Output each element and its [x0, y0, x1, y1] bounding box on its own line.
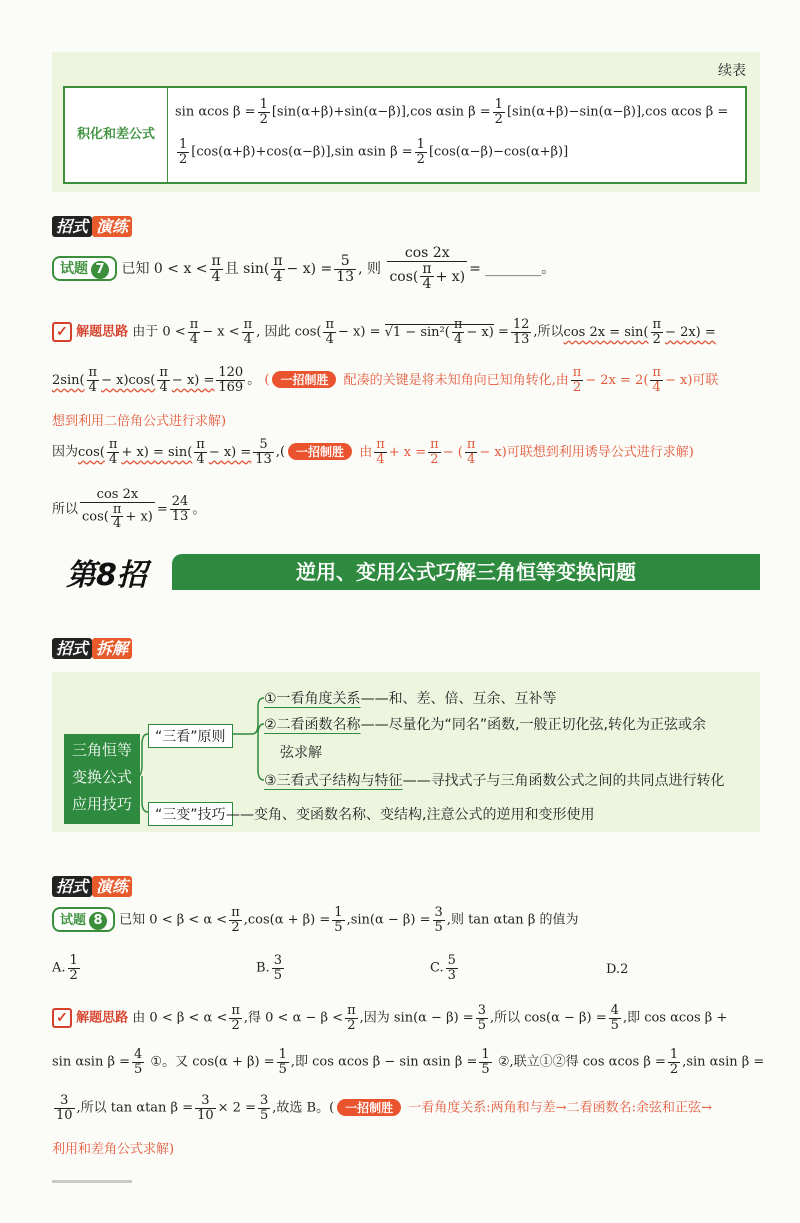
- tip-badge: 一招制胜: [288, 443, 352, 460]
- solution-1-line-2: 2sin( $\frac{\pi}{4}$ − x)cos( $\frac{\pi}{4}$ − x) = $\frac{120}{169}$ 。 ( 一招制胜 配凑的关键是将未知角向已知角转化,由 $\frac{\pi}{2}$ − 2x = 2( $\frac{\pi}{4}$ − x)可联: [52, 365, 719, 395]
- solution-2-line-1: ✓ 解题思路 由 0 < β < α < $\frac{\pi}{2}$ ,得 0 < α − β < $\frac{\pi}{2}$ ,因为 sin(α − β) = $\frac{3}{5}$ ,所以 cos(α − β) = $\frac{4}{5}$ ,即 cos αcos β +: [52, 1004, 727, 1032]
- option-c[interactable]: C. $\frac{5}{3}$: [430, 953, 456, 983]
- tip-badge: 一招制胜: [337, 1099, 401, 1116]
- solution-2-label: 解题思路: [76, 1010, 129, 1026]
- tip-badge: 一招制胜: [272, 371, 336, 388]
- solution-1-label: 解题思路: [76, 324, 129, 340]
- mindmap-branch-2: “三变”技巧: [148, 802, 233, 826]
- formula-table: [63, 86, 747, 184]
- practice-header-2: 招式 演练: [52, 874, 132, 897]
- bottom-decoration: [52, 1180, 132, 1183]
- section-8-title: 逆用、变用公式巧解三角恒等变换问题: [296, 560, 636, 584]
- solution-2-line-3: $\frac{3}{10}$ ,所以 tan αtan β = $\frac{3}{10}$ × 2 = $\frac{3}{5}$ ,故选 B。( 一招制胜 一看角度关系:两角和与差→二看函数名:余弦和正弦→: [56, 1093, 712, 1123]
- check-icon: ✓: [52, 322, 72, 342]
- section-8-badge: 第8招: [66, 558, 147, 593]
- mindmap-item-1: ①一看角度关系——和、差、倍、互余、互补等: [264, 691, 557, 707]
- mindmap-panel: [52, 672, 760, 832]
- mindmap-branch-1: “三看”原则: [148, 724, 233, 748]
- solution-1-line-1: ✓ 解题思路 由于 0 < $\frac{\pi}{4}$ − x < $\frac{\pi}{4}$ , 因此 cos( $\frac{\pi}{4}$ − x) = √1 − sin²( $\frac{\pi}{4}$ − x) = $\frac{12}{13}$ ,所以cos 2x = sin( $\frac{\pi}{2}$ − 2x) =: [52, 318, 716, 346]
- top-right-label: 续表: [718, 63, 746, 79]
- table-line-2: $\frac{1}{2}$ [cos(α+β)+cos(α−β)],sin αsin β = $\frac{1}{2}$ [cos(α−β)−cos(α+β)]: [179, 137, 569, 167]
- section-8-title-bar: [172, 554, 760, 590]
- mindmap-branch-2-text: ——变角、变函数名称、变结构,注意公式的逆用和变形使用: [226, 807, 595, 823]
- mindmap-item-2: ②二看函数名称——尽量化为“同名”函数,一般正切化弦,转化为正弦或余: [264, 717, 706, 733]
- option-b[interactable]: B. $\frac{3}{5}$: [256, 953, 282, 983]
- question-7: 试题 7 已知 0 < x < $\frac{\pi}{4}$ 且 sin( $\frac{\pi}{4}$ − x) = $\frac{5}{13}$ , 则 cos 2x cos( $\frac{\pi}{4}$ + x) = ________。: [52, 246, 555, 292]
- check-icon: ✓: [52, 1008, 72, 1028]
- solution-1-line-3: 想到利用二倍角公式进行求解): [52, 414, 227, 429]
- question-8-badge: 试题 8: [52, 907, 115, 932]
- solution-1-line-4: 因为cos( $\frac{\pi}{4}$ + x) = sin( $\frac{\pi}{4}$ − x) = $\frac{5}{13}$ ,( 一招制胜 由 $\frac{\pi}{4}$ + x = $\frac{\pi}{2}$ − ( $\frac{\pi}{4}$ − x)可联想到利用诱导公式进行求解): [52, 437, 694, 467]
- practice-header-1: 招式 演练: [52, 214, 132, 237]
- mindmap-item-2-cont: 弦求解: [280, 745, 322, 761]
- section-8-bar: [52, 552, 760, 592]
- question-8: 试题 8 已知 0 < β < α < $\frac{\pi}{2}$ ,cos(α + β) = $\frac{1}{5}$ ,sin(α − β) = $\frac{3}{5}$ ,则 tan αtan β 的值为: [52, 906, 578, 934]
- mindmap-root: 三角恒等 变换公式 应用技巧: [64, 734, 140, 824]
- breakdown-header: 招式 拆解: [52, 636, 132, 659]
- question-7-badge: 试题 7: [52, 256, 117, 281]
- option-a[interactable]: A. $\frac{1}{2}$: [52, 953, 78, 983]
- solution-1-line-5: 所以 cos 2x cos( $\frac{\pi}{4}$ + x) = $\frac{24}{13}$ 。: [52, 487, 206, 532]
- solution-2-line-4: 利用和差角公式求解): [52, 1142, 175, 1157]
- option-d[interactable]: D.2: [606, 962, 629, 977]
- table-row-label: 积化和差公式: [65, 88, 168, 182]
- table-line-1: sin αcos β = $\frac{1}{2}$ [sin(α+β)+sin(α−β)],cos αsin β = $\frac{1}{2}$ [sin(α+β)−sin(α−β)],cos αcos β =: [175, 97, 729, 127]
- mindmap-item-3: ③三看式子结构与特征——寻找式子与三角函数公式之间的共同点进行转化: [264, 773, 725, 789]
- solution-2-line-2: sin αsin β = $\frac{4}{5}$ ①。又 cos(α + β) = $\frac{1}{5}$ ,即 cos αcos β − sin αsin β = $\frac{1}{5}$ ②,联立①②得 cos αcos β = $\frac{1}{2}$ ,sin αsin β =: [52, 1047, 765, 1077]
